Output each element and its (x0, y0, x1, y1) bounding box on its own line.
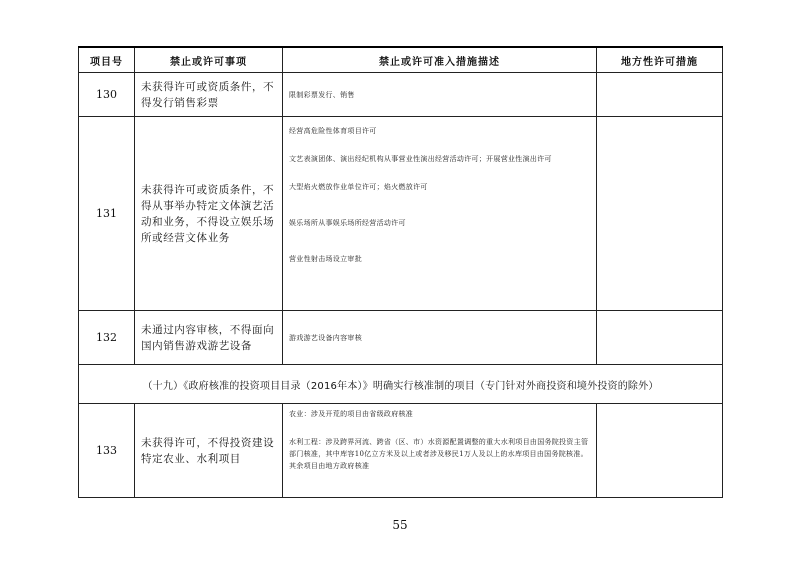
header-item: 禁止或许可事项 (135, 47, 283, 73)
table-row-130 (79, 73, 723, 117)
desc-line: 营业性射击场设立审批 (289, 255, 362, 263)
table-row-133 (79, 404, 723, 498)
page-number: 55 (392, 518, 408, 532)
desc-line: 大型焰火燃放作业单位许可；焰火燃放许可 (289, 183, 428, 191)
header-local: 地方性许可措施 (597, 47, 723, 73)
row-item: 未获得许可或资质条件，不得从事举办特定文体演艺活动和业务，不得设立娱乐场所或经营文体业务 (135, 117, 283, 311)
row-id: 132 (79, 311, 135, 365)
row-desc (283, 73, 597, 117)
row-local (597, 73, 723, 117)
section-row (79, 365, 723, 404)
desc-line: 经营高危险性体育项目许可 (289, 127, 377, 135)
row-id: 131 (79, 117, 135, 311)
row-desc (283, 311, 597, 365)
desc-line: 文艺表演团体、演出经纪机构从事营业性演出经营活动许可；开展营业性演出许可 (289, 155, 552, 163)
desc-line: 农业：涉及开荒的项目由省级政府核准 (289, 410, 414, 418)
desc-line: 水利工程：涉及跨界河流、跨省（区、市）水资源配置调整的重大水利项目由国务院投资主管部门核准，其中库容10亿立方米及以上或者涉及移民1万人及以上的水库项目由国务院核准。其余项目由地方政府核准 (289, 438, 589, 470)
row-item: 未通过内容审核，不得面向国内销售游戏游艺设备 (135, 311, 283, 365)
row-local (597, 311, 723, 365)
row-desc (283, 404, 597, 498)
row-id: 130 (79, 73, 135, 117)
row-item: 未获得许可或资质条件，不得发行销售彩票 (135, 73, 283, 117)
header-id: 项目号 (79, 47, 135, 73)
desc-line: 限制彩票发行、销售 (289, 90, 355, 99)
row-local (597, 117, 723, 311)
row-id: 133 (79, 404, 135, 498)
table-row-131 (79, 117, 723, 311)
header-desc: 禁止或许可准入措施描述 (283, 47, 597, 73)
row-item: 未获得许可，不得投资建设特定农业、水利项目 (135, 404, 283, 498)
table-header-row (79, 47, 723, 73)
row-desc (283, 117, 597, 311)
section-heading: （十九）《政府核准的投资项目目录（2016年本）》明确实行核准制的项目（专门针对外商投资和境外投资的除外） (79, 365, 723, 404)
table-row-132 (79, 311, 723, 365)
row-local (597, 404, 723, 498)
desc-line: 游戏游艺设备内容审核 (289, 333, 362, 342)
permit-table (78, 46, 723, 498)
desc-line: 娱乐场所从事娱乐场所经营活动许可 (289, 219, 406, 227)
